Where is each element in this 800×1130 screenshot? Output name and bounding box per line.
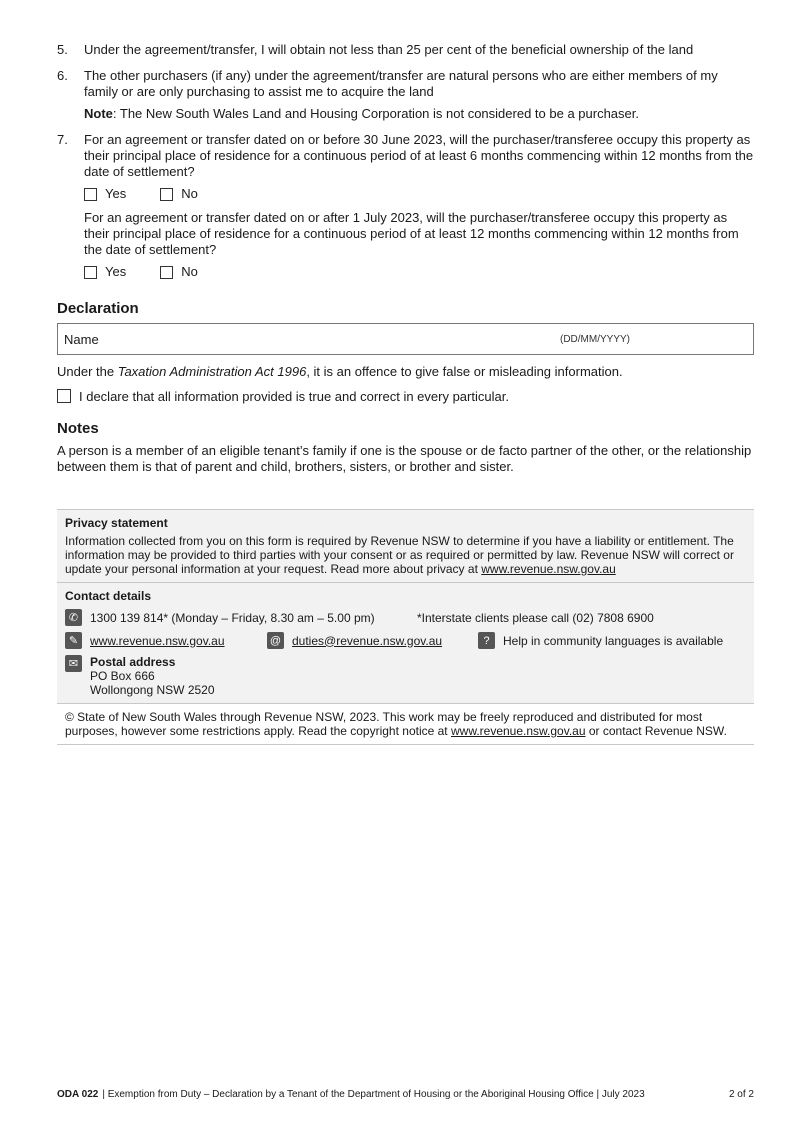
declare-label: I declare that all information provided is true and correct in every particular.: [79, 388, 509, 404]
yes-label: Yes: [105, 264, 127, 279]
email-link[interactable]: duties@revenue.nsw.gov.au: [292, 633, 443, 648]
contact-title: Contact details: [65, 589, 152, 603]
form-content: [57, 42, 754, 745]
website-link[interactable]: www.revenue.nsw.gov.au: [90, 633, 225, 648]
declaration-heading: Declaration: [57, 300, 139, 317]
postal-block: [90, 655, 215, 697]
no-label: No: [181, 264, 198, 279]
privacy-text: [65, 534, 746, 576]
question-after-july: For an agreement or transfer dated on or after 1 July 2023, will the purchaser/transferee occupy this property as their principal place of residence for a continuous period of at least 12 months commencing within 12 months from the date of settlement?: [84, 210, 739, 257]
declare-row: [57, 388, 754, 404]
privacy-title: Privacy statement: [65, 516, 168, 530]
name-label: Name: [64, 331, 99, 347]
copyright-post: or contact Revenue NSW.: [585, 724, 727, 738]
email-icon: @: [267, 632, 284, 649]
answer-row-before-july: [84, 186, 754, 202]
no-checkbox-before-july[interactable]: [160, 188, 173, 201]
copyright-link[interactable]: www.revenue.nsw.gov.au: [450, 724, 586, 738]
copyright-section: [57, 704, 754, 744]
privacy-link[interactable]: www.revenue.nsw.gov.au: [481, 562, 616, 576]
item-text: Under the agreement/transfer, I will obtain not less than 25 per cent of the beneficial ownership of the land: [84, 42, 694, 57]
item-5: [57, 42, 754, 58]
offence-pre: Under the: [57, 364, 118, 379]
item-number: 5.: [57, 42, 68, 57]
note-label: Note: [84, 106, 113, 121]
note-text: : The New South Wales Land and Housing Corporation is not considered to be a purchaser.: [112, 106, 639, 121]
phone-icon: ✆: [65, 609, 82, 626]
help-icon: ?: [478, 632, 495, 649]
notes-text: A person is a member of an eligible tenant’s family if one is the spouse or de facto partner of the other, or the relationship between them is that of parent and child, brothers, sisters, or brother and sister.: [57, 443, 752, 474]
date-format-label: (DD/MM/YYYY): [560, 333, 630, 345]
interstate-text: *Interstate clients please call (02) 7808 6900: [417, 610, 654, 625]
mail-icon: ✉: [65, 655, 82, 672]
postal-row: [65, 655, 746, 697]
question-before-july: For an agreement or transfer dated on or before 30 June 2023, will the purchaser/transferee occupy this property as their principal place of residence for a continuous period of at least 6 months commencing within 12 months from the date of settlement?: [84, 132, 754, 179]
item-number: 7.: [57, 132, 68, 147]
declaration-name-field[interactable]: [57, 323, 754, 355]
privacy-section: [57, 510, 754, 583]
page-number: 2 of 2: [728, 1089, 754, 1100]
privacy-body: Information collected from you on this form is required by Revenue NSW to determine if you have a liability or entitlement. The information may be provided to third parties with your consent or as required or permitted by law. Revenue NSW will correct or update your personal information at your request. Read more about privacy at: [65, 534, 734, 576]
yes-label: Yes: [105, 186, 127, 201]
answer-row-after-july: [84, 264, 754, 280]
notes-heading: Notes: [57, 420, 99, 437]
item-6: [57, 68, 754, 122]
yes-checkbox-after-july[interactable]: [84, 266, 97, 279]
act-name: Taxation Administration Act 1996: [117, 364, 307, 379]
postal-title: Postal address: [90, 655, 176, 669]
form-title: | Exemption from Duty – Declaration by a Tenant of the Department of Housing or the Aboriginal Housing Office | July 2023: [102, 1089, 645, 1100]
web-icon: ✎: [65, 632, 82, 649]
item-note: [84, 106, 754, 122]
help-text: Help in community languages is available: [503, 633, 724, 648]
yes-checkbox-before-july[interactable]: [84, 188, 97, 201]
no-label: No: [181, 186, 198, 201]
offence-statement: [57, 364, 754, 380]
web-row: [65, 632, 746, 649]
item-text: The other purchasers (if any) under the agreement/transfer are natural persons who are either members of my family or are only purchasing to assist me to acquire the land: [84, 68, 718, 99]
declare-checkbox[interactable]: [57, 389, 71, 403]
postal-line2: Wollongong NSW 2520: [90, 683, 215, 697]
postal-line1: PO Box 666: [90, 669, 155, 683]
phone-text: 1300 139 814* (Monday – Friday, 8.30 am – 5.00 pm): [90, 610, 375, 625]
page-footer: [57, 1089, 754, 1100]
info-panel: [57, 509, 754, 745]
copyright-text: © State of New South Wales through Revenue NSW, 2023. This work may be freely reproduced and distributed for most purposes, however some restrictions apply. Read the copyright notice at: [65, 710, 703, 738]
no-checkbox-after-july[interactable]: [160, 266, 173, 279]
offence-post: , it is an offence to give false or misleading information.: [306, 364, 623, 379]
phone-row: [65, 609, 746, 626]
form-code: ODA 022: [57, 1089, 99, 1100]
item-number: 6.: [57, 68, 68, 83]
contact-section: [57, 583, 754, 704]
item-7: [57, 132, 754, 288]
